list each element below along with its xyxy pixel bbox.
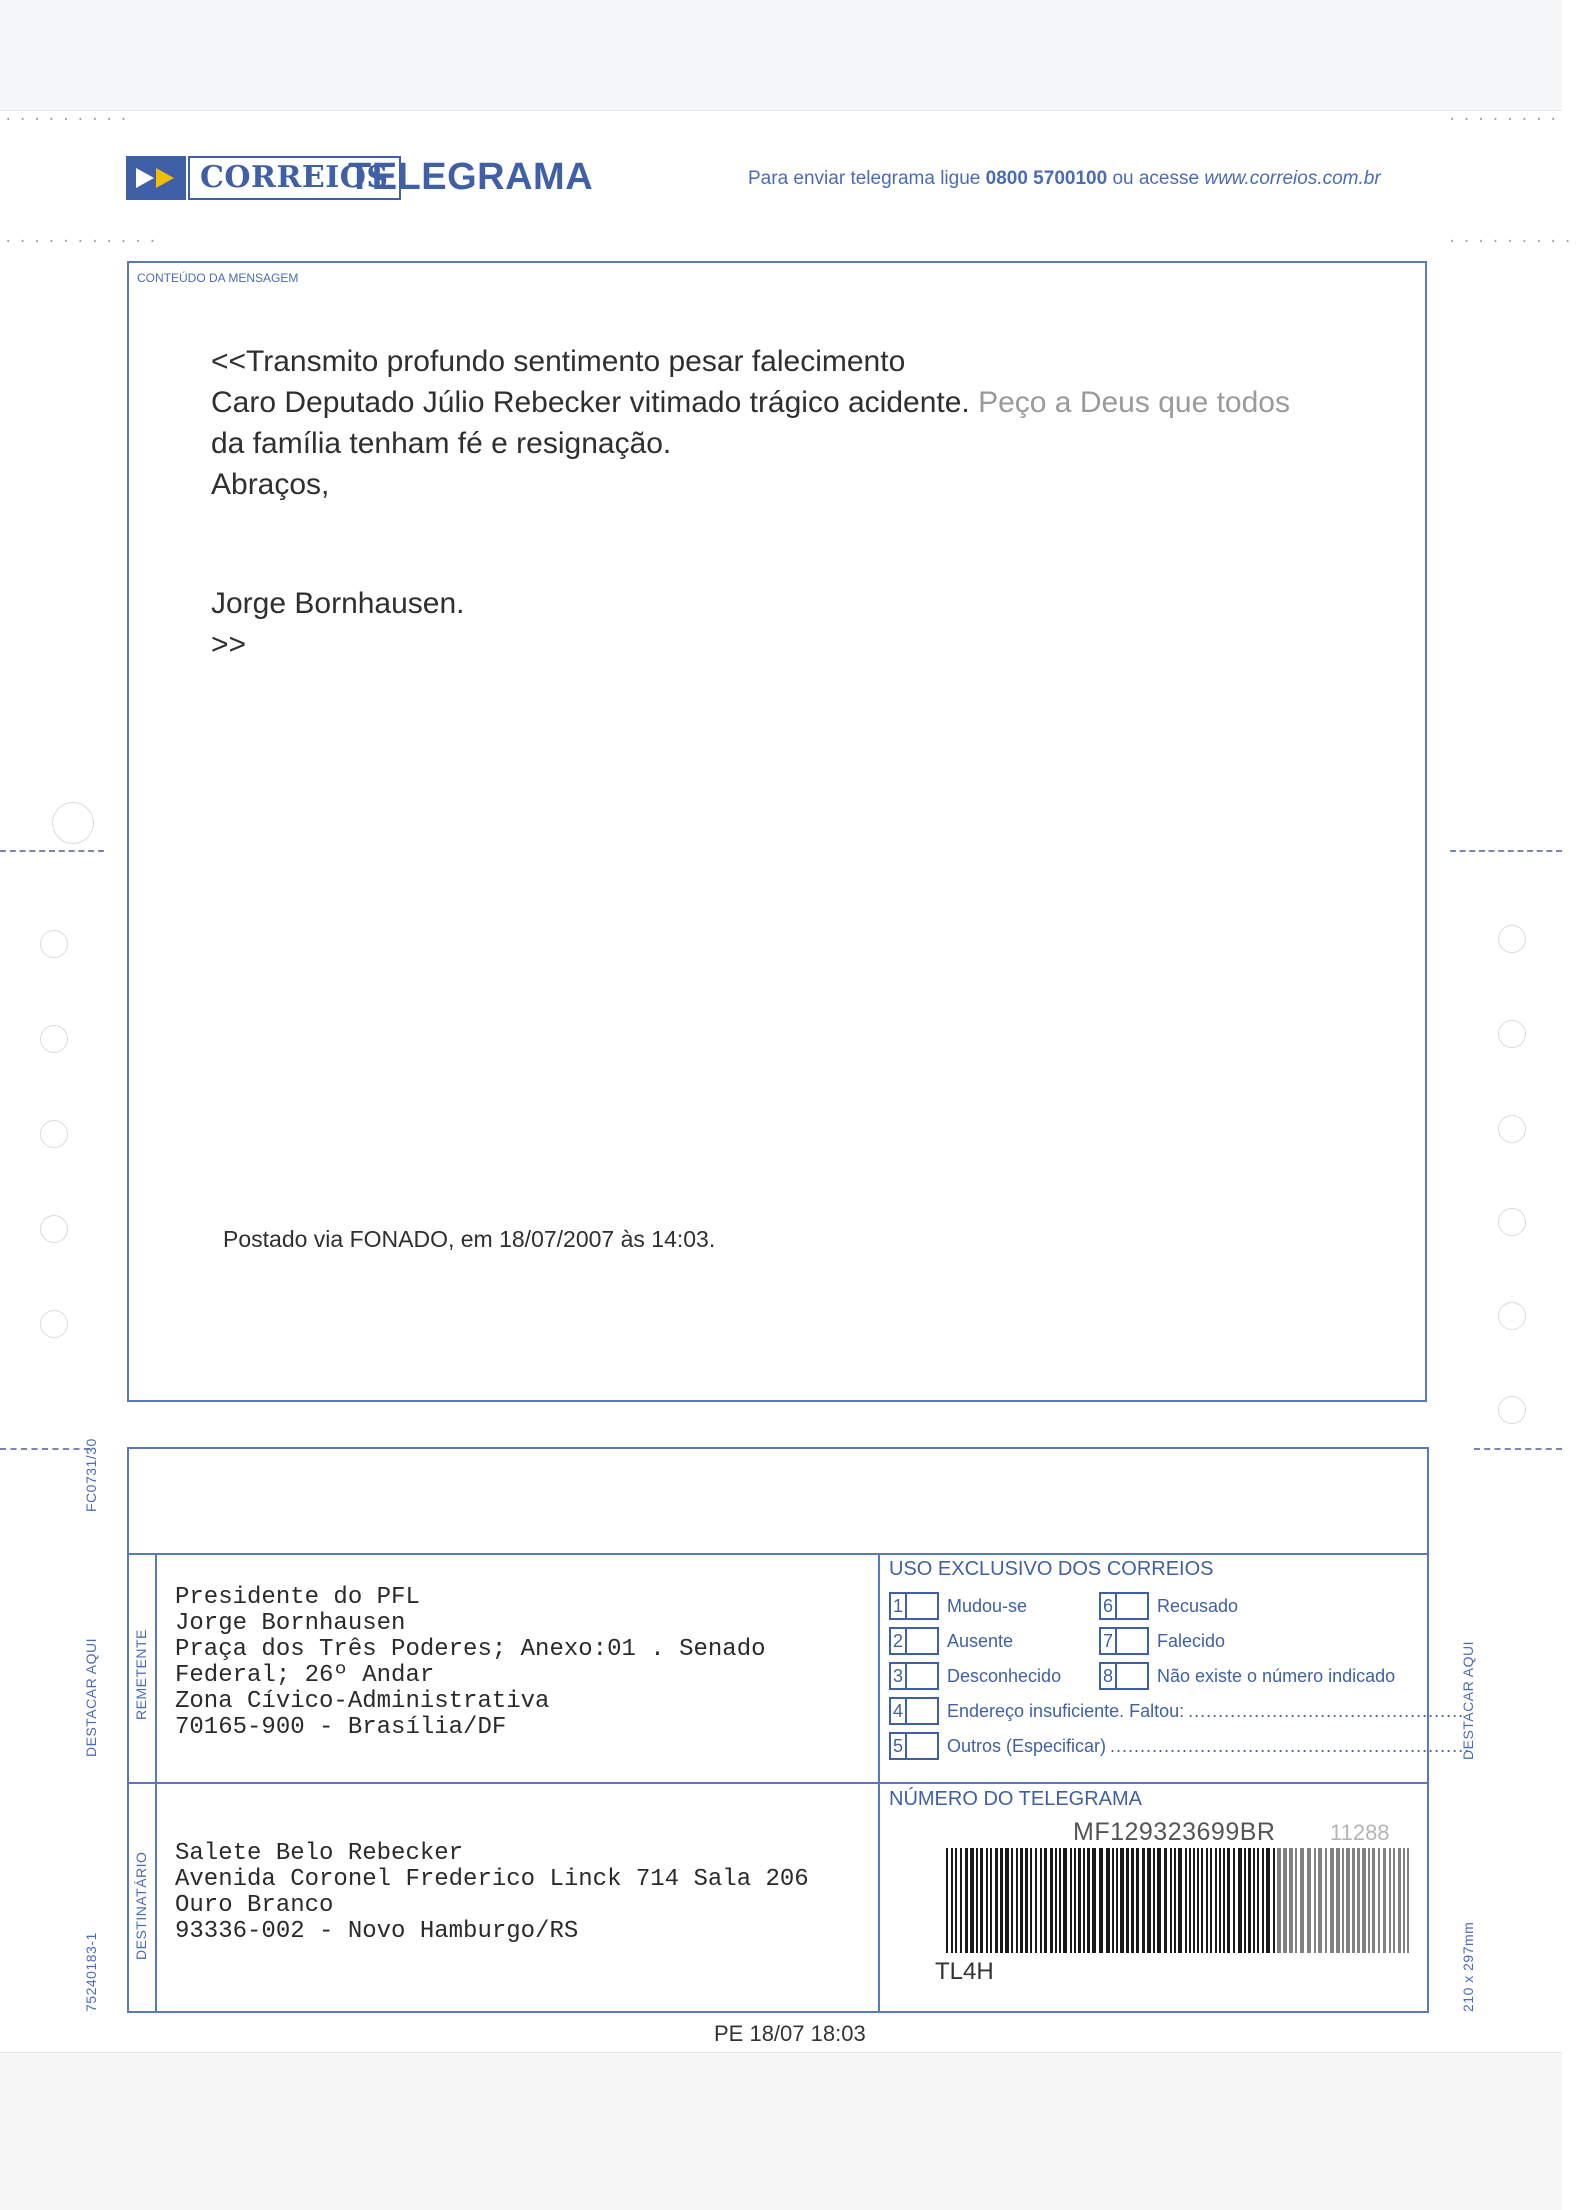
option-label: Outros (Especificar) [947,1735,1107,1756]
barcode-bar [1020,1848,1023,1953]
remetente-label: REMETENTE [133,1629,149,1720]
phone-number: 0800 5700100 [985,168,1108,189]
barcode-bar [1070,1848,1072,1953]
barcode-bar [1223,1848,1225,1953]
message-signature-block [211,583,465,665]
barcode-bar [1112,1848,1114,1953]
barcode-bar [1206,1848,1208,1953]
option-label: Endereço insuficiente. Faltou: [947,1700,1185,1721]
barcode-bar [1035,1848,1037,1953]
barcode-bar [1407,1848,1409,1953]
barcode-bar [1253,1848,1255,1953]
barcode-bar [1197,1848,1199,1953]
barcode-bar [1210,1848,1212,1953]
form-code-label: FC0731/30 [83,1438,99,1512]
barcode-bar [1000,1848,1003,1953]
return-option[interactable] [889,1592,1027,1620]
destacar-aqui-left: DESTACAR AQUI [83,1637,99,1757]
destinatario-label: DESTINATÁRIO [133,1851,149,1960]
tear-line [0,1448,90,1450]
label-column-divider [155,1553,157,2013]
tracking-code: MF129323699BR [1073,1818,1276,1846]
barcode-bar [1050,1848,1053,1953]
info-prefix: Para enviar telegrama ligue [748,168,981,189]
barcode-bar [1120,1848,1124,1953]
barcode-bar [980,1848,983,1953]
barcode-bar [1016,1848,1018,1953]
punch-hole [1498,925,1526,953]
barcode-bar [1126,1848,1129,1953]
recipient-address: Salete Belo Rebecker Avenida Coronel Frederico Linck 714 Sala 206 Ouro Branco 93336-002 - Novo Hamburgo/RS [175,1840,809,1945]
barcode-bar [1153,1848,1155,1953]
paper-size-label: 210 x 297mm [1460,1921,1476,2012]
barcode-bar [1314,1848,1316,1953]
correios-logo-icon [126,156,186,200]
return-option[interactable] [1099,1662,1395,1690]
message-closing: >> [211,628,247,661]
barcode-bar [1368,1848,1370,1953]
return-option[interactable] [889,1627,1013,1655]
barcode-bar [1398,1848,1401,1953]
checkbox[interactable] [1115,1662,1149,1690]
barcode-bar [1403,1848,1405,1953]
barcode-bar [1092,1848,1096,1953]
barcode-bar [1044,1848,1047,1953]
barcode-bar [951,1848,953,1953]
barcode-bar [1273,1848,1275,1953]
telegram-number-title: NÚMERO DO TELEGRAMA [889,1788,1142,1810]
punch-hole [52,802,94,844]
checkbox[interactable] [905,1662,939,1690]
barcode-bar [1178,1848,1182,1953]
return-option[interactable] [889,1697,1464,1725]
barcode-bar [1147,1848,1151,1953]
tracking-extra: 11288 [1330,1820,1390,1845]
message-line: Abraços, [211,468,330,501]
punch-hole [1498,1020,1526,1048]
barcode-bar [1336,1848,1340,1953]
barcode-bar [1025,1848,1028,1953]
barcode-bar [1357,1848,1360,1953]
barcode-bar [1352,1848,1355,1953]
barcode-bar [976,1848,978,1953]
barcode-bar [955,1848,957,1953]
message-section-label: CONTEÚDO DA MENSAGEM [137,271,299,285]
option-number: 1 [889,1592,905,1620]
option-label: Desconhecido [947,1665,1062,1686]
barcode-bar [1201,1848,1203,1953]
barcode-bar [1074,1848,1076,1953]
checkbox[interactable] [1115,1592,1149,1620]
perforation-dots: ......... [4,108,134,124]
signature: Jorge Bornhausen. [211,587,465,620]
info-middle: ou acesse [1112,168,1200,189]
uso-exclusivo-title: USO EXCLUSIVO DOS CORREIOS [889,1558,1214,1580]
punch-hole [40,1120,68,1148]
barcode-bar [946,1848,948,1953]
barcode-bar [1189,1848,1191,1953]
barcode-bar [1157,1848,1161,1953]
tractor-feed-bottom [0,2052,1562,2210]
barcode-bar [1174,1848,1176,1953]
checkbox[interactable] [1115,1627,1149,1655]
barcode-bar [1193,1848,1195,1953]
barcode-bar [1346,1848,1350,1953]
barcode-bar [1238,1848,1242,1953]
barcode-bar [1244,1848,1246,1953]
address-divider [127,1553,1429,1555]
barcode-bar [965,1848,968,1953]
barcode-bar [1233,1848,1235,1953]
barcode-bar [1325,1848,1327,1953]
return-option[interactable] [1099,1592,1238,1620]
barcode-bar [1040,1848,1042,1953]
barcode-bar [986,1848,988,1953]
barcode-bar [1005,1848,1009,1953]
checkbox[interactable] [905,1592,939,1620]
return-option[interactable] [889,1662,1061,1690]
address-column-divider [878,1553,880,2013]
barcode-bar [1131,1848,1134,1953]
barcode-bar [1378,1848,1380,1953]
fill-line: ............................................................ [1110,1735,1471,1756]
barcode-bar [1383,1848,1386,1953]
punch-hole [40,1215,68,1243]
barcode-bar [970,1848,974,1953]
barcode-bar [1262,1848,1264,1953]
punch-hole [1498,1115,1526,1143]
message-line: <<Transmito profundo sentimento pesar falecimento [211,345,906,378]
barcode-bar [990,1848,992,1953]
return-option[interactable] [889,1732,1470,1760]
option-number: 4 [889,1697,905,1725]
barcode-bar [1099,1848,1103,1953]
barcode-bar [1362,1848,1366,1953]
option-number: 2 [889,1627,905,1655]
barcode-bar [1106,1848,1110,1953]
barcode-bar [1330,1848,1334,1953]
barcode-bar [1227,1848,1230,1953]
checkbox[interactable] [905,1627,939,1655]
barcode-bar [1136,1848,1139,1953]
option-number: 7 [1099,1627,1115,1655]
message-line-part-faded: Peço a Deus que todos [978,386,1290,419]
option-number: 8 [1099,1662,1115,1690]
punch-hole [40,1025,68,1053]
barcode-bar [1164,1848,1167,1953]
logo-text: CORREIOS [188,156,401,200]
barcode-bar [1342,1848,1344,1953]
checkbox[interactable] [905,1697,939,1725]
barcode-bar [1219,1848,1221,1953]
perforation-dots: ........... [4,230,163,246]
barcode-bar [1087,1848,1090,1953]
barcode-bar [960,1848,962,1953]
perforation-dots: ......... [1448,230,1578,246]
return-option[interactable] [1099,1627,1225,1655]
perforation-dots: ........ [1448,108,1564,124]
tear-line [0,850,104,852]
barcode-bar [1248,1848,1251,1953]
barcode-bar [1055,1848,1057,1953]
fill-line: .............................................. [1188,1700,1465,1721]
checkbox[interactable] [905,1732,939,1760]
punch-hole [1498,1396,1526,1424]
barcode-bar [1063,1848,1067,1953]
option-label: Ausente [947,1630,1014,1651]
barcode-bar [1083,1848,1085,1953]
barcode-bar [1393,1848,1395,1953]
footer-stamp: PE 18/07 18:03 [714,2021,866,2046]
option-number: 3 [889,1662,905,1690]
page-title: TELEGRAMA [348,156,594,198]
tl-code: TL4H [935,1958,994,1985]
barcode-bar [1295,1848,1297,1953]
option-label: Falecido [1157,1630,1226,1651]
barcode-bar [1011,1848,1013,1953]
message-body [211,341,1290,505]
barcode-bar [1116,1848,1118,1953]
barcode-bar [1283,1848,1287,1953]
barcode-bar [1030,1848,1032,1953]
barcode-bar [1307,1848,1311,1953]
tear-line [1474,1448,1562,1450]
punch-hole [1498,1208,1526,1236]
barcode-bar [1300,1848,1304,1953]
barcode-bar [1389,1848,1391,1953]
barcode-bar [1059,1848,1061,1953]
punch-hole [40,1310,68,1338]
option-label: Recusado [1157,1595,1239,1616]
barcode-bar [1266,1848,1270,1953]
barcode-bar [995,1848,998,1953]
message-line: da família tenham fé e resignação. [211,427,672,460]
barcode-bar [1289,1848,1293,1953]
barcode [946,1848,1414,1953]
option-number: 6 [1099,1592,1115,1620]
website-link[interactable]: www.correios.com.br [1204,168,1381,189]
serial-label: 75240183-1 [83,1932,99,2012]
barcode-bar [1372,1848,1375,1953]
header-info [748,168,1381,190]
tractor-feed-top [0,0,1562,111]
barcode-bar [1170,1848,1172,1953]
message-line-part: Caro Deputado Júlio Rebecker vitimado trágico acidente. [211,386,970,419]
option-number: 5 [889,1732,905,1760]
option-label: Mudou-se [947,1595,1028,1616]
destacar-aqui-right: DESTACAR AQUI [1460,1640,1476,1760]
message-line [211,382,1290,423]
punch-hole [1498,1302,1526,1330]
option-label: Não existe o número indicado [1157,1665,1396,1686]
barcode-bar [1257,1848,1259,1953]
barcode-bar [1215,1848,1217,1953]
punch-hole [40,930,68,958]
barcode-bar [1318,1848,1322,1953]
tear-line [1450,850,1562,852]
address-divider [127,1782,1429,1784]
barcode-bar [1142,1848,1145,1953]
barcode-bar [1277,1848,1281,1953]
posted-info: Postado via FONADO, em 18/07/2007 às 14:03. [223,1226,716,1252]
sender-address: Presidente do PFL Jorge Bornhausen Praça dos Três Poderes; Anexo:01 . Senado Federal; 26º Andar Zona Cívico-Administrativa 70165-900 - Brasília/DF [175,1584,766,1741]
barcode-bar [1185,1848,1187,1953]
barcode-bar [1078,1848,1081,1953]
